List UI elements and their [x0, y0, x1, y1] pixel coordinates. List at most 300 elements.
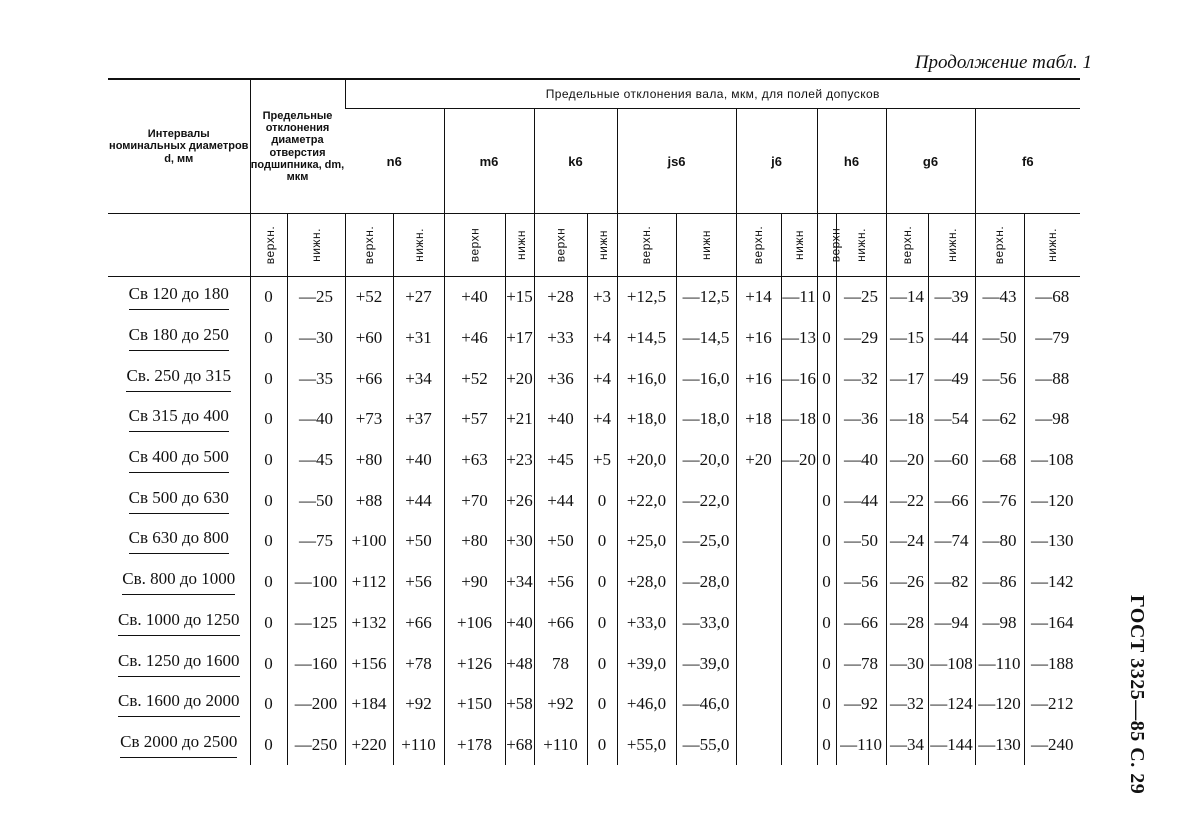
table-row — [108, 725, 1080, 766]
table-row — [108, 480, 1080, 521]
interval-label: Св. 800 до 1000 — [122, 569, 235, 595]
subheader-cell — [736, 214, 781, 277]
value-cell — [781, 725, 817, 766]
value-cell: 78 — [534, 643, 587, 684]
value-cell: —43 — [975, 277, 1024, 318]
value-cell: —46,0 — [676, 684, 736, 725]
value-cell: +80 — [444, 521, 505, 562]
value-cell: +70 — [444, 480, 505, 521]
value-cell: —12,5 — [676, 277, 736, 318]
value-cell: —32 — [886, 684, 928, 725]
value-cell: +30 — [505, 521, 534, 562]
value-cell — [736, 603, 781, 644]
value-cell: —55,0 — [676, 725, 736, 766]
value-cell: —32 — [836, 358, 886, 399]
tolerance-table-body — [108, 79, 1080, 765]
value-cell: +40 — [444, 277, 505, 318]
value-cell: —28,0 — [676, 562, 736, 603]
table-row — [108, 521, 1080, 562]
subheader-cell — [781, 214, 817, 277]
header-intervals: Интервалы номинальных диаметров d, мм — [109, 128, 249, 165]
value-cell: —92 — [836, 684, 886, 725]
value-cell: +50 — [393, 521, 444, 562]
value-cell: —36 — [836, 399, 886, 440]
interval-cell — [108, 603, 250, 644]
header-shaft-deviation: Предельные отклонения вала, мкм, для полей допусков — [345, 79, 1080, 109]
value-cell: —29 — [836, 318, 886, 359]
value-cell: —30 — [886, 643, 928, 684]
subheader-label: нижн. — [309, 228, 324, 262]
value-cell: +33 — [534, 318, 587, 359]
value-cell: +100 — [345, 521, 393, 562]
subheader-cell — [345, 214, 393, 277]
value-cell — [736, 725, 781, 766]
value-cell: 0 — [250, 440, 287, 481]
value-cell: —34 — [886, 725, 928, 766]
value-cell: 0 — [817, 521, 836, 562]
value-cell: —110 — [975, 643, 1024, 684]
subheader-label: нижн — [792, 230, 807, 260]
value-cell: —68 — [1024, 277, 1080, 318]
value-cell: +16 — [736, 358, 781, 399]
value-cell: —75 — [287, 521, 345, 562]
interval-label: Св. 250 до 315 — [126, 366, 231, 392]
value-cell: +15 — [505, 277, 534, 318]
value-cell: +37 — [393, 399, 444, 440]
value-cell: 0 — [587, 480, 617, 521]
value-cell: 0 — [250, 480, 287, 521]
subheader-label: верхн — [827, 227, 842, 263]
interval-cell — [108, 277, 250, 318]
value-cell: —66 — [836, 603, 886, 644]
table-row — [108, 684, 1080, 725]
value-cell: 0 — [817, 318, 836, 359]
subheader-cell — [928, 214, 975, 277]
value-cell: —45 — [287, 440, 345, 481]
value-cell: —56 — [836, 562, 886, 603]
table-row — [108, 318, 1080, 359]
header-field-js6: js6 — [617, 109, 736, 214]
value-cell: —88 — [1024, 358, 1080, 399]
value-cell — [781, 521, 817, 562]
value-cell: +52 — [444, 358, 505, 399]
value-cell: —160 — [287, 643, 345, 684]
subheader-cell — [617, 214, 676, 277]
value-cell: —144 — [928, 725, 975, 766]
value-cell: —39 — [928, 277, 975, 318]
interval-cell — [108, 358, 250, 399]
value-cell: —62 — [975, 399, 1024, 440]
value-cell: —20 — [781, 440, 817, 481]
value-cell: 0 — [817, 562, 836, 603]
subheader-cell — [975, 214, 1024, 277]
value-cell: —80 — [975, 521, 1024, 562]
value-cell: +39,0 — [617, 643, 676, 684]
value-cell: +56 — [534, 562, 587, 603]
value-cell: +46,0 — [617, 684, 676, 725]
value-cell — [736, 684, 781, 725]
value-cell: +92 — [534, 684, 587, 725]
value-cell: +110 — [393, 725, 444, 766]
interval-cell — [108, 440, 250, 481]
value-cell: +20 — [736, 440, 781, 481]
value-cell: —25,0 — [676, 521, 736, 562]
value-cell: —44 — [928, 318, 975, 359]
subheader-label: нижн. — [411, 228, 426, 262]
header-field-g6: g6 — [886, 109, 975, 214]
value-cell: +63 — [444, 440, 505, 481]
value-cell: +18 — [736, 399, 781, 440]
subheader-cell — [817, 214, 842, 277]
value-cell: +66 — [393, 603, 444, 644]
interval-cell — [108, 521, 250, 562]
subheader-cell — [534, 214, 587, 277]
value-cell: +40 — [505, 603, 534, 644]
value-cell: 0 — [250, 358, 287, 399]
subheader-label: нижн. — [1045, 228, 1060, 262]
value-cell: 0 — [587, 684, 617, 725]
interval-label: Св 120 до 180 — [129, 284, 229, 310]
value-cell: +4 — [587, 358, 617, 399]
value-cell: +16 — [736, 318, 781, 359]
subheader-cell — [505, 214, 534, 277]
value-cell: +22,0 — [617, 480, 676, 521]
value-cell: —120 — [975, 684, 1024, 725]
header-row-top — [108, 79, 1080, 109]
subheader-label: верхн — [553, 227, 568, 263]
value-cell: —108 — [928, 643, 975, 684]
value-cell — [781, 643, 817, 684]
interval-cell — [108, 318, 250, 359]
value-cell: —98 — [1024, 399, 1080, 440]
value-cell: +52 — [345, 277, 393, 318]
value-cell: +40 — [393, 440, 444, 481]
table-row — [108, 440, 1080, 481]
value-cell: +25,0 — [617, 521, 676, 562]
value-cell: +4 — [587, 318, 617, 359]
value-cell: —130 — [1024, 521, 1080, 562]
subheader-cell — [587, 214, 617, 277]
value-cell: +92 — [393, 684, 444, 725]
value-cell: —25 — [836, 277, 886, 318]
value-cell: +132 — [345, 603, 393, 644]
value-cell: +26 — [505, 480, 534, 521]
value-cell: —54 — [928, 399, 975, 440]
value-cell: 0 — [817, 440, 836, 481]
value-cell: —24 — [886, 521, 928, 562]
value-cell: —16 — [781, 358, 817, 399]
value-cell: 0 — [250, 318, 287, 359]
value-cell: —28 — [886, 603, 928, 644]
subheader-label: верхн. — [262, 225, 277, 265]
value-cell: +28,0 — [617, 562, 676, 603]
value-cell: —78 — [836, 643, 886, 684]
value-cell: +44 — [534, 480, 587, 521]
value-cell: +36 — [534, 358, 587, 399]
header-field-h6: h6 — [817, 109, 886, 214]
value-cell: —14 — [886, 277, 928, 318]
value-cell: —68 — [975, 440, 1024, 481]
value-cell: +16,0 — [617, 358, 676, 399]
value-cell: +4 — [587, 399, 617, 440]
value-cell: —17 — [886, 358, 928, 399]
table-row — [108, 277, 1080, 318]
value-cell: —15 — [886, 318, 928, 359]
subheader-label: верхн. — [992, 225, 1007, 265]
subheader-label: верхн — [467, 227, 482, 263]
interval-label: Св 630 до 800 — [129, 528, 229, 554]
header-field-n6: n6 — [386, 153, 402, 169]
interval-label: Св 315 до 400 — [129, 406, 229, 432]
value-cell: —13 — [781, 318, 817, 359]
value-cell: +106 — [444, 603, 505, 644]
value-cell: +80 — [345, 440, 393, 481]
table-continuation-caption: Продолжение табл. 1 — [914, 52, 1092, 73]
interval-label: Св 400 до 500 — [129, 447, 229, 473]
value-cell: —130 — [975, 725, 1024, 766]
table-row — [108, 603, 1080, 644]
interval-cell — [108, 562, 250, 603]
value-cell — [736, 562, 781, 603]
value-cell: +110 — [534, 725, 587, 766]
value-cell: —76 — [975, 480, 1024, 521]
value-cell: 0 — [817, 725, 836, 766]
value-cell: 0 — [250, 643, 287, 684]
value-cell: 0 — [250, 684, 287, 725]
value-cell: —50 — [287, 480, 345, 521]
subheader-label: нижн — [699, 230, 714, 260]
value-cell: 0 — [250, 725, 287, 766]
value-cell: +220 — [345, 725, 393, 766]
value-cell: +40 — [534, 399, 587, 440]
value-cell: —11 — [781, 277, 817, 318]
header-field-j6: j6 — [736, 109, 817, 214]
value-cell: —20,0 — [676, 440, 736, 481]
interval-cell — [108, 643, 250, 684]
subheader-label: нижн. — [944, 228, 959, 262]
value-cell: +88 — [345, 480, 393, 521]
value-cell: +112 — [345, 562, 393, 603]
value-cell: +150 — [444, 684, 505, 725]
subheader-label: верхн. — [900, 225, 915, 265]
interval-label: Св 180 до 250 — [129, 325, 229, 351]
value-cell: 0 — [817, 277, 836, 318]
value-cell: —200 — [287, 684, 345, 725]
value-cell: +66 — [534, 603, 587, 644]
value-cell: —40 — [836, 440, 886, 481]
value-cell: +17 — [505, 318, 534, 359]
subheader-label: нижн — [513, 230, 528, 260]
value-cell: +60 — [345, 318, 393, 359]
value-cell: —50 — [836, 521, 886, 562]
value-cell: 0 — [817, 603, 836, 644]
interval-cell — [108, 684, 250, 725]
value-cell: —16,0 — [676, 358, 736, 399]
value-cell: —22,0 — [676, 480, 736, 521]
value-cell: —188 — [1024, 643, 1080, 684]
value-cell: +21 — [505, 399, 534, 440]
header-subcolumns-row — [108, 214, 1080, 277]
value-cell: +27 — [393, 277, 444, 318]
value-cell: +55,0 — [617, 725, 676, 766]
value-cell — [736, 521, 781, 562]
value-cell — [736, 480, 781, 521]
header-intervals-spacer — [108, 214, 250, 277]
table-row — [108, 562, 1080, 603]
value-cell: —35 — [287, 358, 345, 399]
subheader-cell — [836, 214, 886, 277]
table-row — [108, 643, 1080, 684]
value-cell: +3 — [587, 277, 617, 318]
value-cell: +73 — [345, 399, 393, 440]
value-cell: —240 — [1024, 725, 1080, 766]
value-cell: +34 — [393, 358, 444, 399]
value-cell: 0 — [817, 399, 836, 440]
value-cell: —33,0 — [676, 603, 736, 644]
value-cell: —142 — [1024, 562, 1080, 603]
value-cell: +48 — [505, 643, 534, 684]
value-cell: +44 — [393, 480, 444, 521]
interval-label: Св. 1250 до 1600 — [118, 651, 240, 677]
value-cell: +45 — [534, 440, 587, 481]
subheader-label: нижн — [595, 230, 610, 260]
value-cell: +31 — [393, 318, 444, 359]
value-cell: 0 — [587, 521, 617, 562]
value-cell: —49 — [928, 358, 975, 399]
value-cell: —212 — [1024, 684, 1080, 725]
value-cell: —60 — [928, 440, 975, 481]
value-cell — [781, 562, 817, 603]
value-cell: +20 — [505, 358, 534, 399]
value-cell: +28 — [534, 277, 587, 318]
value-cell: +46 — [444, 318, 505, 359]
value-cell: 0 — [817, 684, 836, 725]
value-cell: —124 — [928, 684, 975, 725]
value-cell: 0 — [587, 562, 617, 603]
header-field-k6: k6 — [534, 109, 617, 214]
value-cell: 0 — [250, 562, 287, 603]
value-cell: 0 — [250, 277, 287, 318]
interval-label: Св. 1000 до 1250 — [118, 610, 240, 636]
interval-cell — [108, 480, 250, 521]
value-cell: —108 — [1024, 440, 1080, 481]
subheader-label: нижн. — [854, 228, 869, 262]
value-cell — [781, 480, 817, 521]
value-cell: —30 — [287, 318, 345, 359]
value-cell: 0 — [250, 603, 287, 644]
header-field-m6: m6 — [444, 109, 534, 214]
value-cell: +5 — [587, 440, 617, 481]
value-cell: +14 — [736, 277, 781, 318]
value-cell: —164 — [1024, 603, 1080, 644]
value-cell: —14,5 — [676, 318, 736, 359]
value-cell: +33,0 — [617, 603, 676, 644]
interval-cell — [108, 399, 250, 440]
interval-label: Св 2000 до 2500 — [120, 732, 237, 758]
value-cell: +50 — [534, 521, 587, 562]
value-cell: +23 — [505, 440, 534, 481]
interval-cell — [108, 725, 250, 766]
value-cell: +184 — [345, 684, 393, 725]
value-cell: —20 — [886, 440, 928, 481]
header-field-f6: f6 — [975, 109, 1080, 214]
value-cell: +12,5 — [617, 277, 676, 318]
subheader-cell — [444, 214, 505, 277]
subheader-label: верхн. — [751, 225, 766, 265]
value-cell: 0 — [250, 521, 287, 562]
value-cell: +66 — [345, 358, 393, 399]
value-cell: 0 — [817, 358, 836, 399]
value-cell: +14,5 — [617, 318, 676, 359]
value-cell: +20,0 — [617, 440, 676, 481]
value-cell: —82 — [928, 562, 975, 603]
subheader-cell — [676, 214, 736, 277]
value-cell: —18 — [781, 399, 817, 440]
value-cell: +78 — [393, 643, 444, 684]
subheader-cell — [393, 214, 444, 277]
value-cell: +57 — [444, 399, 505, 440]
value-cell: 0 — [587, 725, 617, 766]
value-cell: —94 — [928, 603, 975, 644]
value-cell: +156 — [345, 643, 393, 684]
value-cell: 0 — [587, 603, 617, 644]
value-cell: —26 — [886, 562, 928, 603]
value-cell: —86 — [975, 562, 1024, 603]
value-cell: —40 — [287, 399, 345, 440]
value-cell: +178 — [444, 725, 505, 766]
value-cell: —110 — [836, 725, 886, 766]
value-cell: —18 — [886, 399, 928, 440]
table-row — [108, 358, 1080, 399]
value-cell — [781, 603, 817, 644]
value-cell: +56 — [393, 562, 444, 603]
value-cell: 0 — [817, 643, 836, 684]
value-cell: +34 — [505, 562, 534, 603]
table-row — [108, 399, 1080, 440]
value-cell: +90 — [444, 562, 505, 603]
subheader-cell — [1024, 214, 1080, 277]
value-cell: 0 — [587, 643, 617, 684]
value-cell: —66 — [928, 480, 975, 521]
value-cell: —50 — [975, 318, 1024, 359]
interval-label: Св. 1600 до 2000 — [118, 691, 240, 717]
subheader-cell — [886, 214, 928, 277]
subheader-label: верхн. — [362, 225, 377, 265]
value-cell: —100 — [287, 562, 345, 603]
value-cell: —250 — [287, 725, 345, 766]
value-cell: —25 — [287, 277, 345, 318]
value-cell — [736, 643, 781, 684]
value-cell: —79 — [1024, 318, 1080, 359]
subheader-label: верхн. — [639, 225, 654, 265]
value-cell: —39,0 — [676, 643, 736, 684]
interval-label: Св 500 до 630 — [129, 488, 229, 514]
value-cell: —125 — [287, 603, 345, 644]
value-cell: —44 — [836, 480, 886, 521]
header-bore-deviation: Предельные отклонения диаметра отверстия подшипника, dm, мкм — [250, 79, 345, 214]
value-cell: —18,0 — [676, 399, 736, 440]
value-cell: +126 — [444, 643, 505, 684]
value-cell: —22 — [886, 480, 928, 521]
value-cell: +68 — [505, 725, 534, 766]
value-cell: —98 — [975, 603, 1024, 644]
value-cell: +18,0 — [617, 399, 676, 440]
value-cell: 0 — [250, 399, 287, 440]
subheader-cell — [287, 214, 345, 277]
standard-page-label-text: ГОСТ 3325—85 С. 29 — [1126, 595, 1148, 795]
subheader-cell — [250, 214, 287, 277]
value-cell: +58 — [505, 684, 534, 725]
